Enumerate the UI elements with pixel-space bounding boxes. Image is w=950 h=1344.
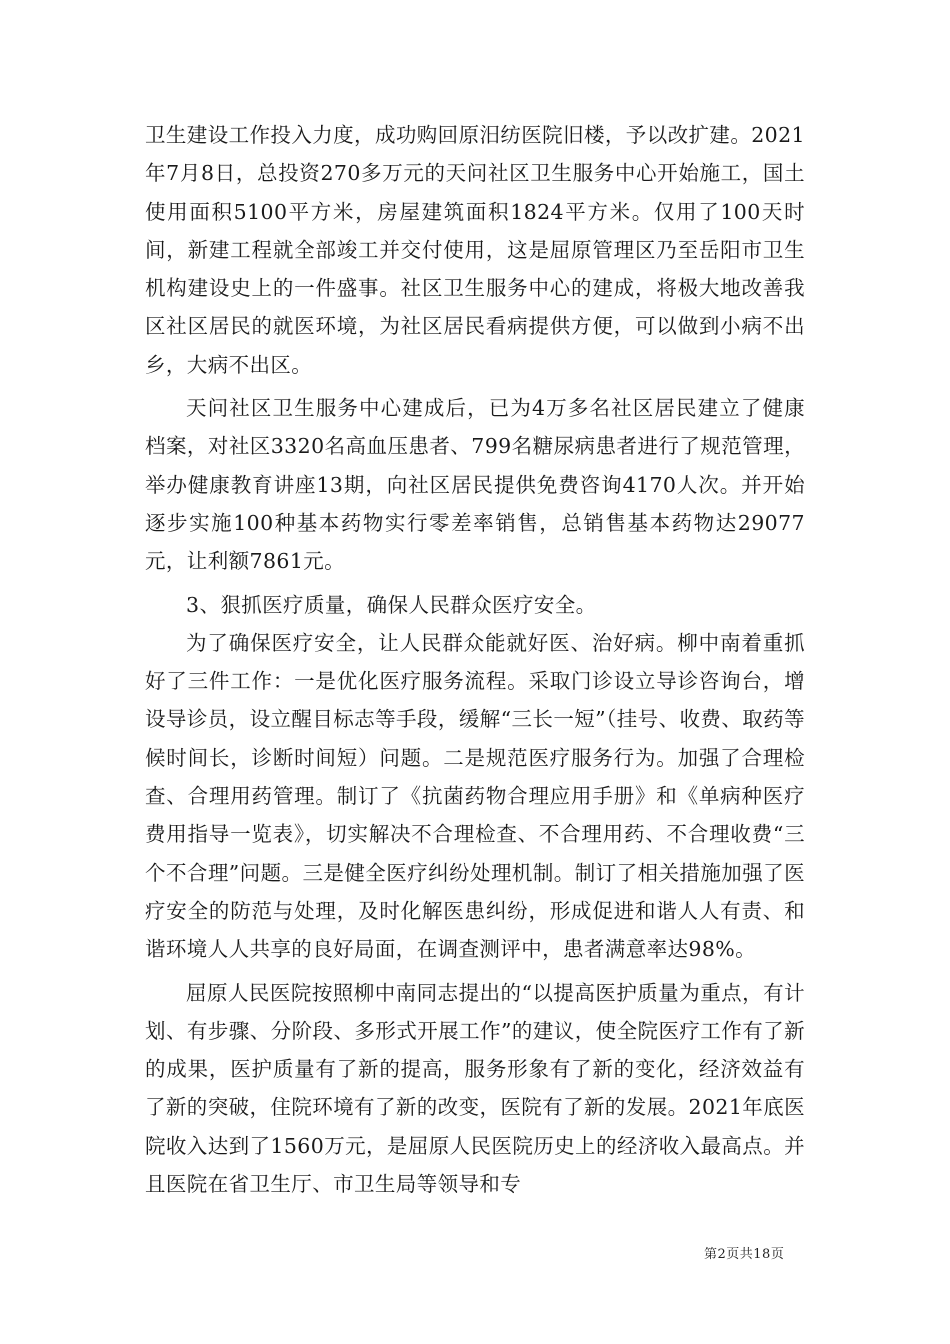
paragraph-medical-safety: 为了确保医疗安全，让人民群众能就好医、治好病。柳中南着重抓好了三件工作：一是优化医疗服务流程。采取门诊设立导诊咨询台，增设导诊员，设立醒目标志等手段，缓解“三长一短”（挂号、收费、取药等候时间长，诊断时间短）问题。二是规范医疗服务行为。加强了合理检查、合理用药管理。制订了《抗菌药物合理应用手册》和《单病种医疗费用指导一览表》，切实解决不合理检查、不合理用药、不合理收费“三个不合理”问题。三是健全医疗纠纷处理机制。制订了相关措施加强了医疗安全的防范与处理，及时化解医患纠纷，形成促进和谐人人有责、和谐环境人人共享的良好局面，在调查测评中，患者满意率达98%。 bbox=[145, 630, 805, 962]
paragraph-community-center: 天问社区卫生服务中心建成后，已为4万多名社区居民建立了健康档案，对社区3320名高血压患者、799名糖尿病患者进行了规范管理，举办健康教育讲座13期，向社区居民提供免费咨询4170人次。并开始逐步实施100种基本药物实行零差率销售，总销售基本药物达29077元，让利额7861元。 bbox=[145, 396, 805, 574]
paragraph-continued: 卫生建设工作投入力度，成功购回原汨纺医院旧楼，予以改扩建。2021年7月8日，总投资270多万元的天问社区卫生服务中心开始施工，国土使用面积5100平方米，房屋建筑面积1824平方米。仅用了100天时间，新建工程就全部竣工并交付使用，这是屈原管理区乃至岳阳市卫生机构建设史上的一件盛事。社区卫生服务中心的建成，将极大地改善我区社区居民的就医环境，为社区居民看病提供方便，可以做到小病不出乡，大病不出区。 bbox=[145, 123, 805, 377]
section-heading: 3、狠抓医疗质量，确保人民群众医疗安全。 bbox=[186, 592, 597, 617]
document-body bbox=[145, 116, 805, 1203]
page-number: 第2页共18页 bbox=[704, 1247, 785, 1262]
paragraph-hospital-development: 屈原人民医院按照柳中南同志提出的“以提高医护质量为重点，有计划、有步骤、分阶段、多形式开展工作”的建议，使全院医疗工作有了新的成果，医护质量有了新的提高，服务形象有了新的变化，经济效益有了新的突破，住院环境有了新的改变，医院有了新的发展。2021年底医院收入达到了1560万元，是屈原人民医院历史上的经济收入最高点。并且医院在省卫生厅、市卫生局等领导和专 bbox=[145, 980, 805, 1197]
